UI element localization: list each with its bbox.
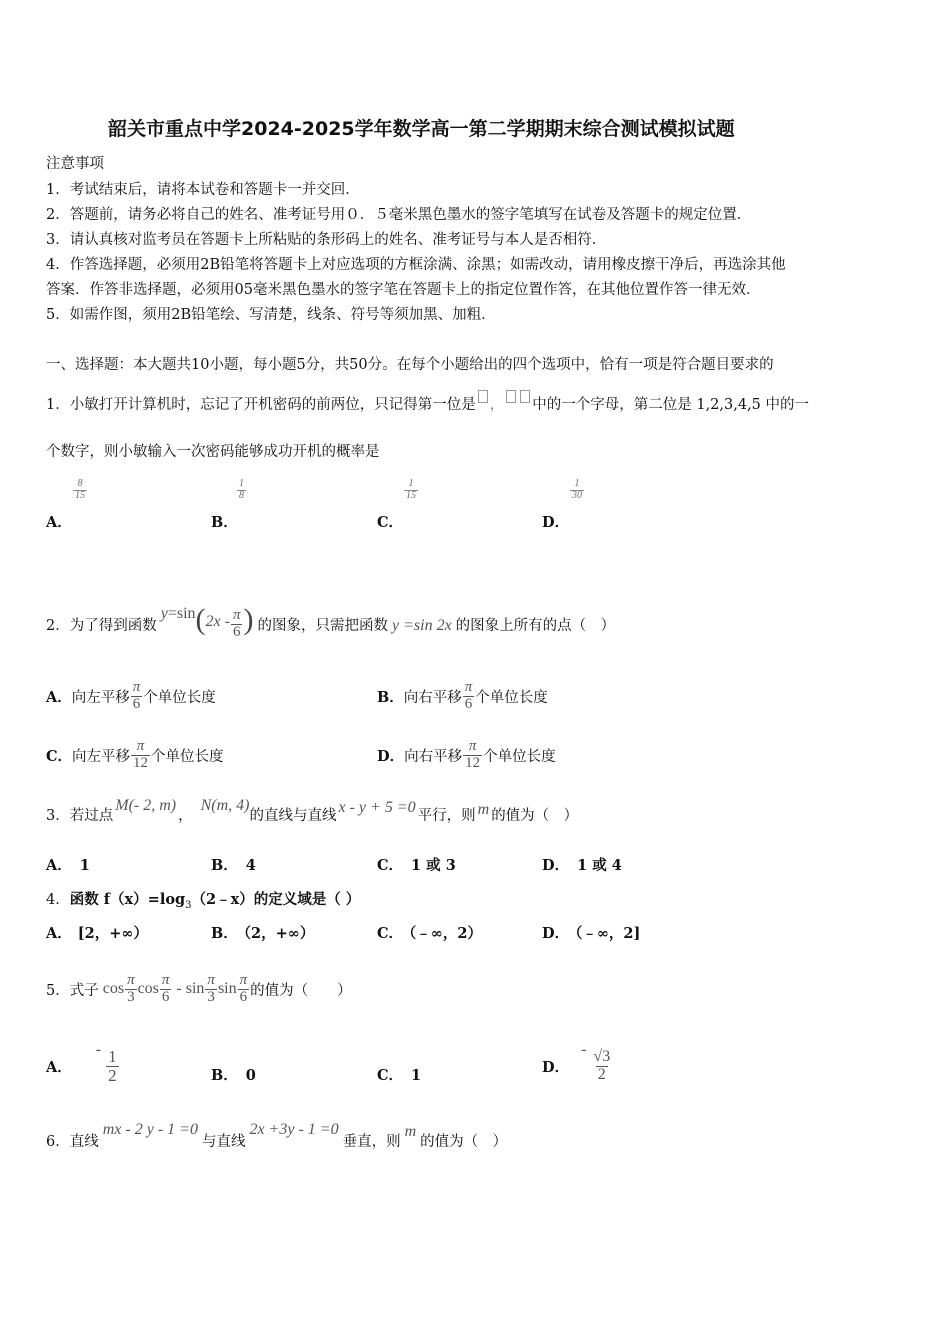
option-c: C． 1 或 3 bbox=[377, 857, 456, 874]
question-1-cont: 个数字，则小敏输入一次密码能够成功开机的概率是 bbox=[46, 444, 380, 460]
question-1: 1．小敏打开计算机时，忘记了开机密码的前两位，只记得第一位是 ， 中的一个字母，第二位是 1,2,3,4,5 中的一 bbox=[46, 390, 809, 414]
option-a: A． [2，+∞） bbox=[46, 925, 148, 942]
option-d: D． 向右平移 $\frac{\pi}{12}$ 个单位长度 bbox=[377, 737, 556, 771]
option-b: B． （2，+∞） bbox=[211, 925, 315, 942]
option-a: A． 1 bbox=[46, 857, 90, 874]
option-c: C． （﹣∞，2） bbox=[377, 925, 482, 942]
missing-glyph-icon bbox=[478, 390, 488, 403]
notice-item: 1．考试结束后，请将本试卷和答题卡一并交回． bbox=[46, 182, 360, 198]
notice-item: 2．答题前，请务必将自己的姓名、准考证号用０．５毫米黑色墨水的签字笔填写在试卷及答题卡的规定位置． bbox=[46, 207, 752, 223]
notice-item: 答案．作答非选择题，必须用05毫米黑色墨水的签字笔在答题卡上的指定位置作答，在其他位置作答一律无效． bbox=[46, 282, 761, 298]
question-5: 5． 式子 cos $\frac{\pi}{3}$ cos $\frac{\pi}{6}$ - sin $\frac{\pi}{3}$ sin $\frac{\pi}{6}$ 的值为（ ） bbox=[46, 971, 352, 1005]
page-title: 韶关市重点中学2024-2025学年数学高一第二学期期末综合测试模拟试题 bbox=[108, 118, 735, 140]
option-label: D． bbox=[542, 514, 570, 531]
option-c: C． 1 bbox=[377, 1067, 422, 1084]
option-d: D． - $\frac{√3}{2}$ bbox=[542, 1041, 611, 1083]
option-label: C． bbox=[377, 514, 404, 531]
missing-glyph-icon bbox=[506, 390, 516, 403]
question-number: 4． bbox=[46, 892, 70, 908]
option-label: A． bbox=[46, 514, 72, 531]
option-c: C． 向左平移 $\frac{\pi}{12}$ 个单位长度 bbox=[46, 737, 224, 771]
question-number: 1． bbox=[46, 396, 70, 413]
option-fraction: $\frac{8}{15}$ bbox=[75, 478, 85, 501]
question-number: 6． bbox=[46, 1133, 70, 1150]
question-3: 3． 若过点 M(- 2, m) ， N(m, 4) 的直线与直线 x - y + 5 =0 平行，则 m 的值为（ ） bbox=[46, 797, 579, 824]
option-b: B． 4 bbox=[211, 857, 256, 874]
question-6: 6． 直线 mx - 2 y - 1 =0 与直线 2x +3y - 1 =0 垂直，则 m 的值为（ ） bbox=[46, 1121, 508, 1150]
notice-item: 3．请认真核对监考员在答题卡上所粘贴的条形码上的姓名、准考证号与本人是否相符． bbox=[46, 232, 607, 248]
option-b: B． 0 bbox=[211, 1067, 256, 1084]
option-fraction: $\frac{1}{15}$ bbox=[406, 478, 416, 501]
question-number: 3． bbox=[46, 807, 70, 824]
notice-heading: 注意事项 bbox=[46, 156, 104, 172]
option-a: A． - $\frac{1}{2}$ bbox=[46, 1041, 117, 1085]
notice-item: 4．作答选择题，必须用2B铅笔将答题卡上对应选项的方框涂满、涂黑；如需改动，请用橡皮擦干净后，再选涂其他 bbox=[46, 257, 786, 273]
question-number: 2． bbox=[46, 617, 70, 634]
option-b: B． 向右平移 $\frac{\pi}{6}$ 个单位长度 bbox=[377, 678, 548, 712]
option-d: D． 1 或 4 bbox=[542, 857, 622, 874]
option-label: B． bbox=[211, 514, 238, 531]
option-d: D． （﹣∞，2] bbox=[542, 925, 641, 942]
notice-item: 5．如需作图，须用2B铅笔绘、写清楚，线条、符号等须加黑、加粗． bbox=[46, 307, 496, 323]
option-fraction: $\frac{1}{8}$ bbox=[239, 478, 244, 501]
question-4: 4．函数 $f(x)=\log_3(2﹣x)$的定义域是（ ） bbox=[46, 891, 361, 911]
question-2: 2． 为了得到函数 y =sin ( 2x - $\frac{\pi}{6}$ ) 的图象，只需把函数 y =sin 2x 的图象上所有的点（ ） bbox=[46, 603, 616, 640]
question-number: 5． bbox=[46, 982, 70, 999]
option-fraction: $\frac{1}{30}$ bbox=[572, 478, 582, 501]
option-a: A． 向左平移 $\frac{\pi}{6}$ 个单位长度 bbox=[46, 678, 216, 712]
missing-glyph-icon bbox=[520, 390, 530, 403]
section-heading: 一、选择题：本大题共10小题，每小题5分，共50分。在每个小题给出的四个选项中，恰有一项是符合题目要求的 bbox=[46, 357, 774, 373]
